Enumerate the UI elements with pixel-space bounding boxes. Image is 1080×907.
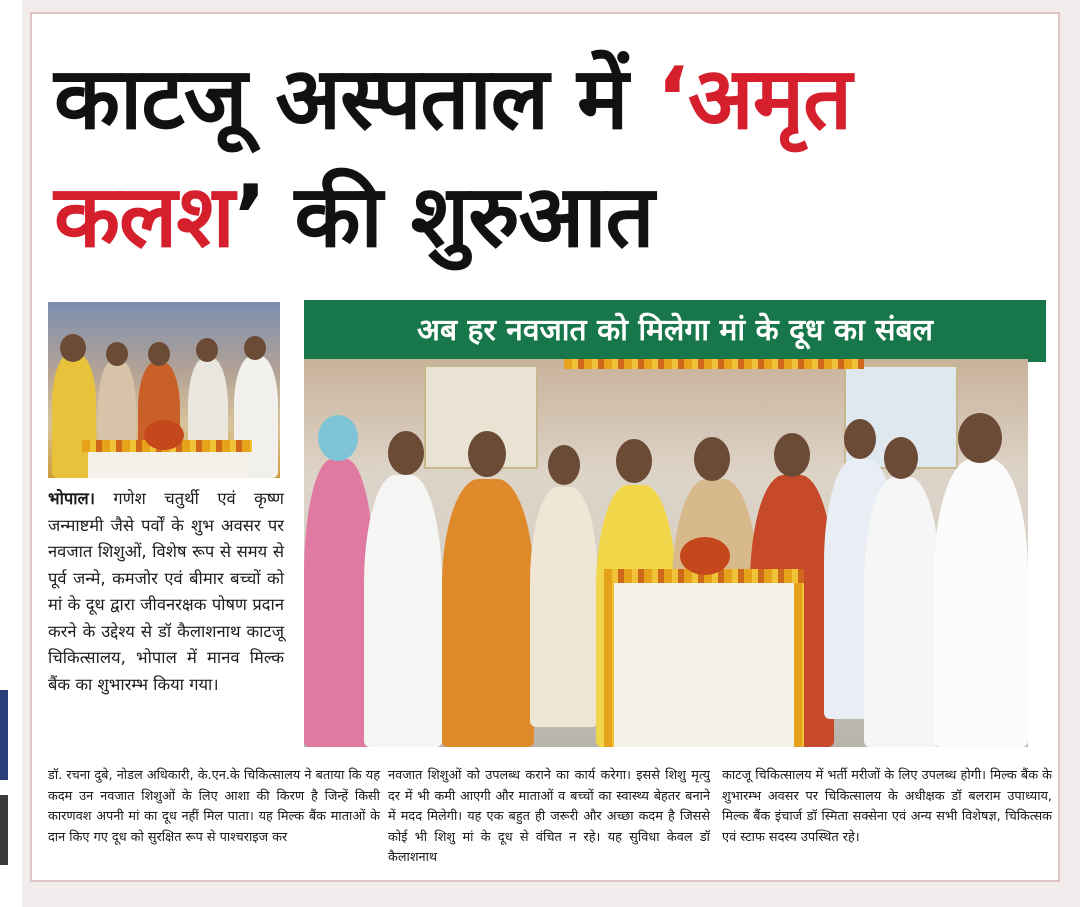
subheadline-banner: अब हर नवजात को मिलेगा मां के दूध का संबल bbox=[304, 297, 1046, 362]
group-photo-main bbox=[304, 359, 1028, 747]
person-figure bbox=[934, 459, 1028, 747]
lead-text: गणेश चतुर्थी एवं कृष्ण जन्माष्टमी जैसे पर्वों के शुभ अवसर पर नवजात शिशुओं, विशेष रूप से समय से पूर्व जन्मे, कमजोर एवं बीमार बच्चों को मां के दूध द्वारा जीवनरक्षक पोषण प्रदान करने के उद्देश्य से डॉ कैलाशनाथ काटजू चिकित्सालय, भोपाल में मानव मिल्क बैंक का शुभारम्भ किया गया। bbox=[48, 489, 284, 694]
newspaper-clipping bbox=[30, 12, 1060, 882]
person-figure bbox=[442, 479, 534, 747]
flower-garland bbox=[604, 583, 614, 747]
headline-part: काटजू अस्पताल में bbox=[54, 49, 657, 149]
person-figure bbox=[364, 475, 442, 747]
kalash-pot bbox=[680, 537, 730, 575]
person-head bbox=[148, 342, 170, 366]
flower-garland bbox=[564, 359, 864, 369]
person-head bbox=[616, 439, 652, 483]
article-column-1: डॉ. रचना दुबे, नोडल अधिकारी, के.एन.के चिकित्सालय ने बताया कि यह कदम उन नवजात शिशुओं के लिए आशा की किरण है जिन्हें किसी कारणवश अपनी मां का दूध नहीं मिल पाता। यह मिल्क बैंक माताओं के दान किए गए दूध को सुरक्षित रूप से पाश्चराइज कर bbox=[48, 768, 380, 845]
edge-color-block bbox=[0, 795, 8, 865]
person-head bbox=[244, 336, 266, 360]
kalash-pot bbox=[144, 420, 184, 450]
dateline: भोपाल। bbox=[48, 489, 95, 508]
inauguration-photo-small bbox=[48, 302, 280, 478]
article-column-3: काटजू चिकित्सालय में भर्ती मरीजों के लिए उपलब्ध होगी। मिल्क बैंक के शुभारम्भ अवसर पर चिकित्सालय के अधीक्षक डॉ बलराम उपाध्याय, मिल्क बैंक इंचार्ज डॉ स्मिता सक्सेना एवं अन्य सभी विशेषज्ञ, चिकित्सक एवं स्टाफ सदस्य उपस्थित रहे। bbox=[722, 768, 1052, 845]
person-head bbox=[774, 433, 810, 477]
person-head bbox=[958, 413, 1002, 463]
person-head bbox=[694, 437, 730, 481]
person-head bbox=[106, 342, 128, 366]
person-head bbox=[548, 445, 580, 485]
person-figure bbox=[530, 487, 598, 727]
flower-garland bbox=[794, 583, 804, 747]
person-head bbox=[844, 419, 876, 459]
person-head bbox=[318, 415, 358, 461]
article-column-2: नवजात शिशुओं को उपलब्ध कराने का कार्य करेगा। इससे शिशु मृत्यु दर में भी कमी आएगी और माताओं व बच्चों का स्वास्थ्य बेहतर बनाने में मदद मिलेगी। यह एक बहुत ही जरूरी और अच्छा कदम है जिससे कोई भी शिशु मां के दूध से वंचित न रहे। यह सुविधा केवल डॉ कैलाशनाथ bbox=[388, 768, 710, 866]
person-head bbox=[388, 431, 424, 475]
person-head bbox=[196, 338, 218, 362]
person-head bbox=[884, 437, 918, 479]
person-head bbox=[60, 334, 86, 362]
headline-part-red: कलश bbox=[54, 167, 234, 267]
decorated-table bbox=[614, 583, 794, 747]
edge-color-block bbox=[0, 690, 8, 780]
headline bbox=[54, 40, 1044, 276]
headline-part-red: ‘अमृत bbox=[656, 49, 852, 149]
headline-part: ’ की शुरुआत bbox=[233, 167, 654, 267]
person-head bbox=[468, 431, 506, 477]
lead-paragraph bbox=[48, 486, 284, 698]
adjacent-page-edge bbox=[0, 0, 22, 907]
person-figure bbox=[864, 477, 940, 747]
decorated-table bbox=[88, 452, 248, 478]
